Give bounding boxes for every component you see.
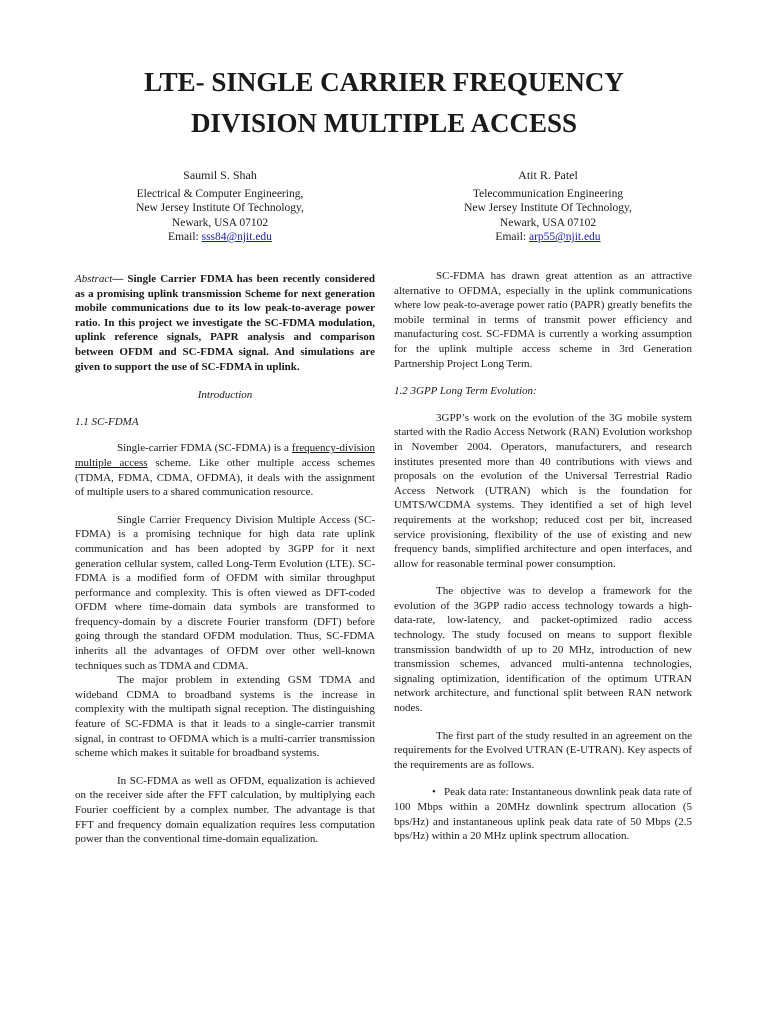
author-name: Saumil S. Shah <box>183 168 257 182</box>
section-1-1-heading: 1.1 SC-FDMA <box>75 415 139 428</box>
paragraph-sc-fdma-attention: SC-FDMA has drawn great attention as an attractive alternative to OFDMA, especially in the uplink communications where low peak-to-average power ratio (PAPR) greatly benefits the mobile terminal in terms of transmit power efficiency and manufacturing cost. SC-FDMA is currently a working assumption for the uplink multiple access scheme in 3rd Generation Partnership Project Long Term. <box>394 270 692 370</box>
author-email-line <box>95 230 345 245</box>
left-column <box>75 272 375 847</box>
author-dept: Telecommunication Engineering <box>472 187 624 200</box>
paragraph-sc-fdma-intro <box>75 441 375 499</box>
email-label: Email: <box>168 231 202 243</box>
author-city: Newark, USA 07102 <box>499 216 597 229</box>
author-block-2 <box>423 168 673 245</box>
paragraph-objective: The objective was to develop a framework for the evolution of the 3GPP radio access technology towards a high-data-rate, low-latency, and packet-optimized radio access technology. The study focused on means to support flexible transmission bandwidth of up to 20 MHz, introduction of new transmission schemes, advanced multi-antenna technologies, signaling optimization, identification of the optimum UTRAN network architecture, and functional split between RAN network nodes. <box>394 585 692 715</box>
title-line-1: LTE- SINGLE CARRIER FREQUENCY <box>144 67 624 97</box>
author-city: Newark, USA 07102 <box>171 216 269 229</box>
author-institution: New Jersey Institute Of Technology, <box>136 202 304 214</box>
bullet-icon: • <box>432 786 436 799</box>
introduction-heading: Introduction <box>197 389 253 402</box>
author-block-1 <box>95 168 345 245</box>
section-1-2-heading: 1.2 3GPP Long Term Evolution: <box>394 385 537 398</box>
email-label: Email: <box>495 231 529 243</box>
fdma-wiki-link[interactable]: frequency-division multiple access <box>75 442 375 469</box>
author-dept: Electrical & Computer Engineering, <box>136 187 304 200</box>
author-name: Atit R. Patel <box>518 168 578 182</box>
paragraph-text: Single-carrier FDMA (SC-FDMA) is a <box>117 442 292 455</box>
paper-title <box>0 62 768 144</box>
paragraph-3gpp-evolution: 3GPP’s work on the evolution of the 3G mobile system started with the Radio Access Network (RAN) Evolution workshop in November 2004. Operators, manufacturers, and research institutes presented more than 40 contributions with views and proposals on the evolution of the Universal Terrestrial Radio Access Network (UTRAN) which is the foundation for UMTS/WCDMA systems. They identified a set of high level requirements at the workshop; reduced cost per bit, increased service provisioning, flexibility of the use of existing and new frequency bands, simplified architecture and open interfaces, and allow for reasonable terminal power consumption. <box>394 411 692 570</box>
author-institution: New Jersey Institute Of Technology, <box>464 202 632 214</box>
author-email-line <box>423 230 673 245</box>
paragraph-gsm-cdma-problem: The major problem in extending GSM TDMA and wideband CDMA to broadband systems is the increase in complexity with the multipath signal reception. The distinguishing feature of SC-FDMA is that it leads to a single-carrier transmit signal, in contrast to OFDMA which is a multi-carrier transmission scheme which makes it suitable for broadband systems. <box>75 674 375 760</box>
abstract <box>75 272 375 374</box>
paragraph-sc-fdma-definition: Single Carrier Frequency Division Multiple Access (SC-FDMA) is a promising technique for high data rate uplink communication and has been adopted by 3GPP for it next generation cellular system, called Long-Term Evolution (LTE). SC-FDMA is a modified form of OFDM with similar throughput performance and complexity. This is often viewed as DFT-coded OFDM where time-domain data symbols are transformed to frequency-domain by a discrete Fourier transform (DFT) before going through the standard OFDM modulation. Thus, SC-FDMA inherits all the advantages of OFDM over other well-known techniques such as TDMA and CDMA. <box>75 513 375 672</box>
bullet-peak-data-rate <box>394 785 692 843</box>
title-line-2: DIVISION MULTIPLE ACCESS <box>190 108 578 138</box>
author-email-link[interactable]: arp55@njit.edu <box>528 231 601 243</box>
abstract-label: Abstract <box>75 273 113 285</box>
paragraph-equalization: In SC-FDMA as well as OFDM, equalization is achieved on the receiver side after the FFT calculation, by multiplying each Fourier coefficient by a complex number. The advantage is that FFT and frequency domain equalization requires less computation power than the conventional time-domain equalization. <box>75 774 375 846</box>
paragraph-text: scheme. Like other multiple access schemes (TDMA, FDMA, CDMA, OFDMA), it deals with the assignment of multiple users to a shared communication resource. <box>75 456 375 499</box>
right-column <box>394 269 692 844</box>
bullet-text: Peak data rate: Instantaneous downlink peak data rate of 100 Mbps within a 20MHz downlink spectrum allocation (5 bps/Hz) and instantaneous uplink peak data rate of 50 Mbps (2.5 bps/Hz) within a 20 MHz uplink spectrum allocation. <box>394 786 693 843</box>
author-email-link[interactable]: sss84@njit.edu <box>201 231 272 243</box>
paragraph-requirements: The first part of the study resulted in an agreement on the requirements for the Evolved UTRAN (E-UTRAN). Key aspects of the requirements are as follows. <box>394 729 692 771</box>
abstract-text: — Single Carrier FDMA has been recently considered as a promising uplink transmission Scheme for next generation mobile communications due to its low peak-to-average power ratio. In this project we investigate the SC-FDMA modulation, uplink reference signals, PAPR analysis and comparison between OFDM and SC-FDMA signal. And simulations are given to support the use of SC-FDMA in uplink. <box>75 273 375 373</box>
